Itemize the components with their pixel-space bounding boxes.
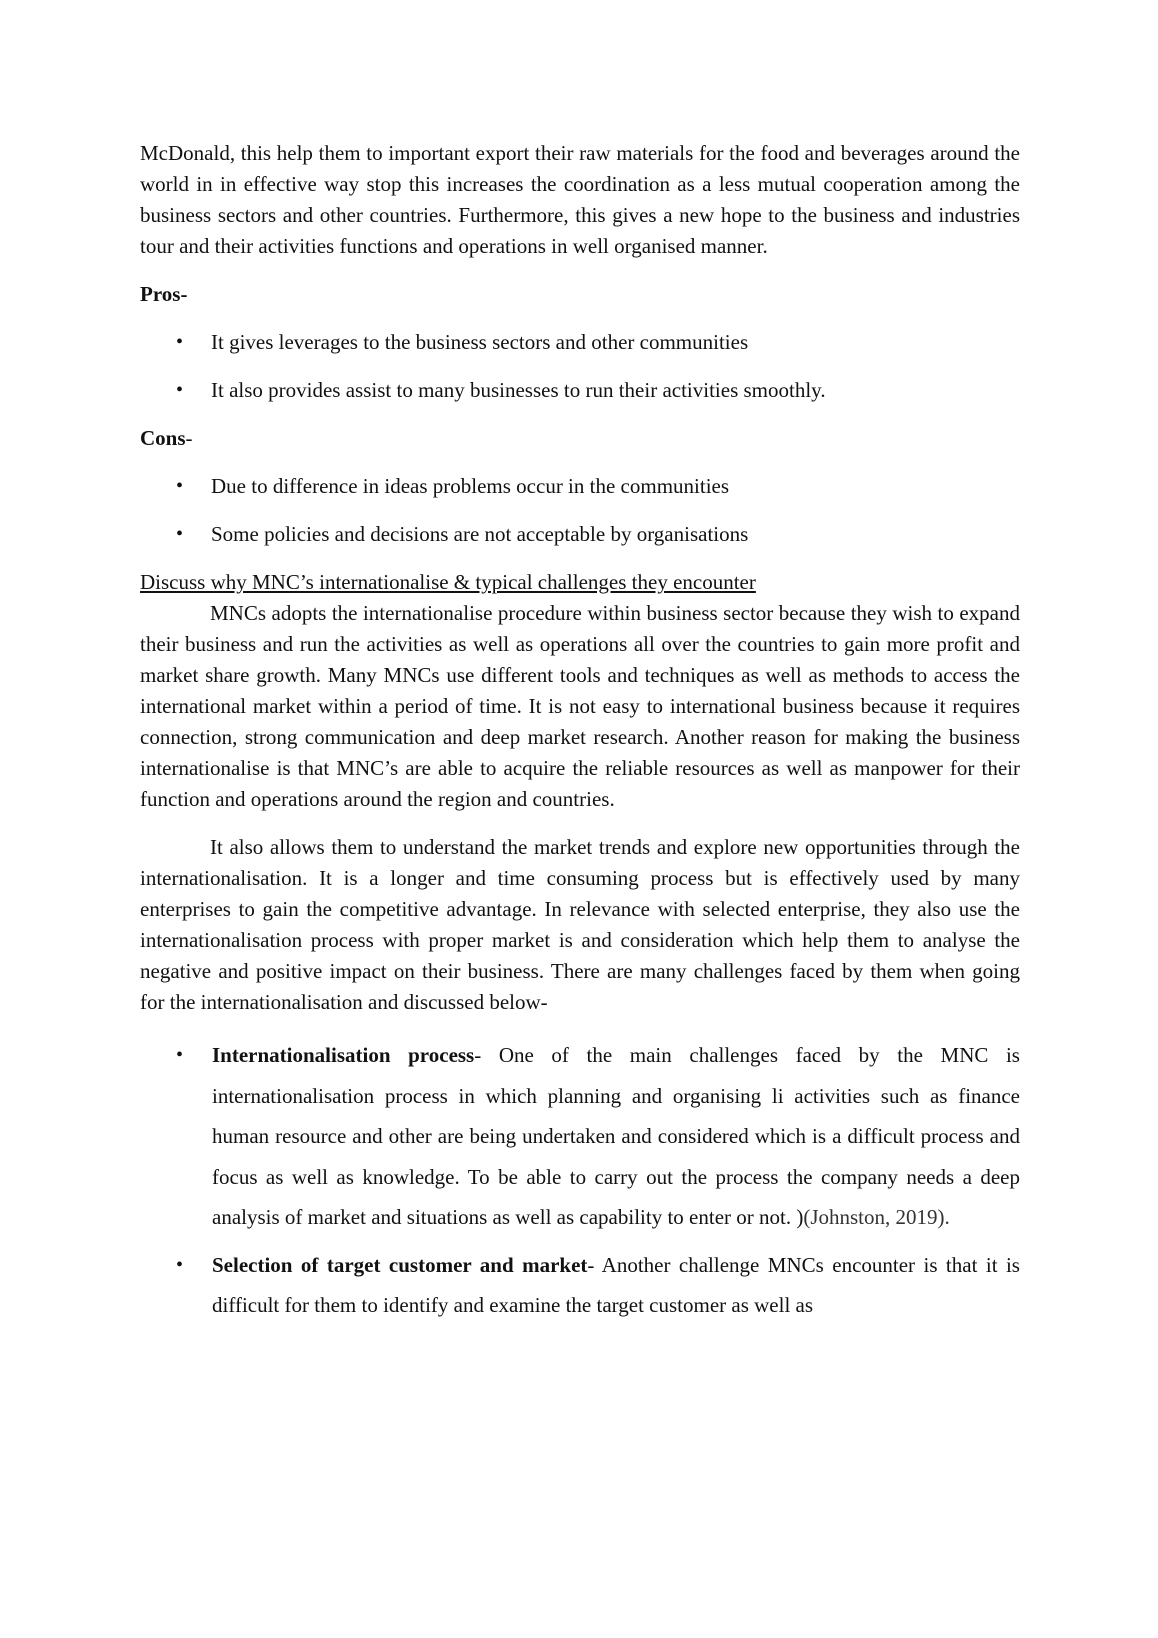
cons-heading: Cons (140, 426, 186, 450)
list-item (140, 375, 1020, 406)
challenge-term: Selection of target customer and market (212, 1252, 588, 1277)
bullet-icon: • (176, 1253, 184, 1276)
list-item (140, 1245, 1020, 1326)
section-heading: Discuss why MNC’s internationalise & typical challenges they encounter (140, 570, 756, 594)
intro-paragraph: McDonald, this help them to important export their raw materials for the food and beverages around the world in in effective way stop this increases the coordination as a less mutual cooperation among the business sectors and other countries. Furthermore, this gives a new hope to the business and industries tour and their activities functions and operations in well organised manner. (140, 141, 1020, 258)
bullet-icon: • (176, 1044, 184, 1066)
cons-item-text: Some policies and decisions are not acceptable by organisations (211, 522, 749, 546)
pros-item-text: It gives leverages to the business sectors and other communities (211, 330, 749, 354)
cons-heading-line (140, 423, 1020, 454)
citation: (Johnston, 2019). (803, 1205, 950, 1229)
pros-heading: Pros- (140, 282, 188, 306)
bullet-icon: • (176, 523, 184, 545)
challenge-text: - Another challenge MNCs encounter is that it is difficult for them to identify and examine the target customer as well as (212, 1252, 1020, 1317)
cons-heading-suffix: - (185, 426, 193, 450)
bullet-icon: • (176, 475, 184, 497)
list-item (140, 519, 1020, 550)
bullet-icon: • (176, 331, 184, 353)
document-page (140, 138, 1020, 1326)
cons-item-text: Due to difference in ideas problems occur in the communities (211, 474, 730, 498)
list-item (140, 327, 1020, 358)
list-item (140, 471, 1020, 502)
list-item (140, 1035, 1020, 1238)
section-paragraph-2: It also allows them to understand the market trends and explore new opportunities through the internationalisation. It is a longer and time consuming process but is effectively used by many enterprises to gain the competitive advantage. In relevance with selected enterprise, they also use the internationalisation process with proper market is and consideration which help them to analyse the negative and positive impact on their business. There are many challenges faced by them when going for the internationalisation and discussed below- (140, 835, 1020, 1014)
challenge-term: Internationalisation process (212, 1043, 475, 1067)
section-paragraph-1: MNCs adopts the internationalise procedure within business sector because they wish to expand their business and run the activities as well as operations all over the countries to gain more profit and market share growth. Many MNCs use different tools and techniques as well as methods to access the international market within a period of time. It is not easy to international business because it requires connection, strong communication and deep market research. Another reason for making the business internationalise is that MNC’s are able to acquire the reliable resources as well as manpower for their function and operations around the region and countries. (140, 601, 1020, 811)
challenge-text: - One of the main challenges faced by the MNC is internationalisation process in which planning and organising li activities such as finance human resource and other are being undertaken and considered which is a difficult process and focus as well as knowledge. To be able to carry out the process the company needs a deep analysis of market and situations as well as capability to enter or not. ) (212, 1043, 1020, 1229)
bullet-icon: • (176, 379, 184, 401)
pros-list (140, 327, 1020, 406)
pros-item-text: It also provides assist to many businesses to run their activities smoothly. (211, 378, 826, 402)
cons-list (140, 471, 1020, 550)
challenges-list (140, 1035, 1020, 1326)
